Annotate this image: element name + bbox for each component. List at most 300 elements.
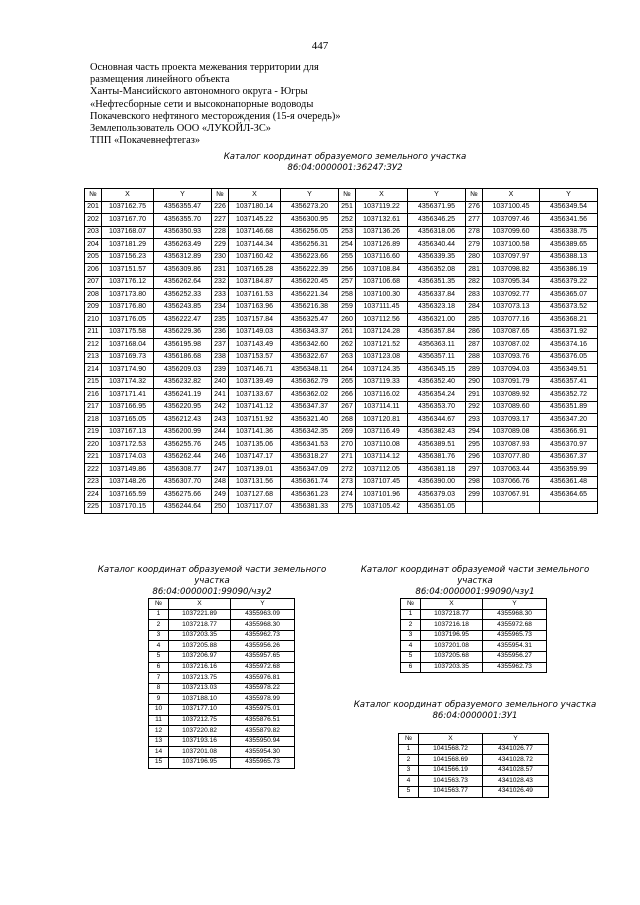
table-cell: 4356353.70 <box>408 401 466 414</box>
table-cell: 4356371.92 <box>540 326 598 339</box>
table-cell: 240 <box>212 376 229 389</box>
table-cell: 246 <box>212 451 229 464</box>
part1-catalog-subtitle: 86:04:0000001:99090/чзу1 <box>415 587 535 597</box>
table-cell: 1037218.77 <box>169 620 231 631</box>
table-cell: 1037112.56 <box>356 314 408 327</box>
table-cell: 204 <box>85 239 102 252</box>
table-cell: 266 <box>339 389 356 402</box>
table-cell: 1037196.95 <box>169 757 231 768</box>
table-cell: 1037193.16 <box>169 736 231 747</box>
table-cell: 4356209.03 <box>154 364 212 377</box>
table-cell: 1037141.36 <box>229 426 281 439</box>
table-cell: 1037077.80 <box>483 451 540 464</box>
table-cell: 1037168.04 <box>102 339 154 352</box>
table-cell: 4356361.23 <box>281 489 339 502</box>
part1-catalog-title: Каталог координат образуемой части земельного участка <box>360 565 590 586</box>
table-cell: 234 <box>212 301 229 314</box>
table-cell: 4356374.16 <box>540 339 598 352</box>
table-cell: 1037156.23 <box>102 251 154 264</box>
table-row <box>85 501 598 514</box>
table-cell: 4356390.00 <box>408 476 466 489</box>
table-cell: 287 <box>466 339 483 352</box>
table-cell: 4356338.75 <box>540 226 598 239</box>
header-cell: № <box>399 734 419 745</box>
table-cell <box>540 501 598 514</box>
table-cell: 4356321.40 <box>281 414 339 427</box>
table-cell: 253 <box>339 226 356 239</box>
table-cell: 260 <box>339 314 356 327</box>
table-cell: 4356357.11 <box>408 351 466 364</box>
table-cell: 1037066.76 <box>483 476 540 489</box>
table-cell: 237 <box>212 339 229 352</box>
zu1-coordinate-table <box>398 733 549 798</box>
table-cell: 1037097.97 <box>483 251 540 264</box>
table-cell: 1037116.60 <box>356 251 408 264</box>
table-cell: 4356349.54 <box>540 201 598 214</box>
table-cell: 281 <box>466 264 483 277</box>
table-cell: 4356200.99 <box>154 426 212 439</box>
table-cell: 1037172.53 <box>102 439 154 452</box>
table-cell: 4356347.20 <box>540 414 598 427</box>
table-cell: 4356186.68 <box>154 351 212 364</box>
table-row <box>85 389 598 402</box>
table-row <box>149 609 295 620</box>
table-cell: 1037205.68 <box>421 651 483 662</box>
table-cell: 8 <box>149 683 169 694</box>
table-cell: 15 <box>149 757 169 768</box>
table-cell: 226 <box>212 201 229 214</box>
table-cell: 4355957.65 <box>231 651 295 662</box>
table-cell: 269 <box>339 426 356 439</box>
table-cell: 209 <box>85 301 102 314</box>
table-cell: 4356364.65 <box>540 489 598 502</box>
table-cell: 4356322.67 <box>281 351 339 364</box>
table-cell: 4356220.45 <box>281 276 339 289</box>
header-cell: X <box>483 189 540 202</box>
table-cell: 4356229.36 <box>154 326 212 339</box>
table-row <box>401 609 547 620</box>
table-row <box>85 401 598 414</box>
table-cell: 4356373.52 <box>540 301 598 314</box>
table-row <box>399 744 549 755</box>
header-cell: Y <box>540 189 598 202</box>
table-cell: 4356220.95 <box>154 401 212 414</box>
table-cell: 1037206.97 <box>169 651 231 662</box>
table-cell: 4356255.76 <box>154 439 212 452</box>
header-line: ТПП «Покачевнефтегаз» <box>90 135 201 147</box>
table-cell: 4356221.34 <box>281 289 339 302</box>
table-row <box>85 489 598 502</box>
table-cell: 264 <box>339 364 356 377</box>
table-cell: 1037127.68 <box>229 489 281 502</box>
table-cell: 265 <box>339 376 356 389</box>
table-cell: 257 <box>339 276 356 289</box>
table-cell: 4 <box>401 641 421 652</box>
table-cell: 4355972.68 <box>231 662 295 673</box>
table-row <box>85 239 598 252</box>
table-cell: 1037218.77 <box>421 609 483 620</box>
table-cell: 243 <box>212 414 229 427</box>
table-cell: 291 <box>466 389 483 402</box>
table-cell: 4356300.95 <box>281 214 339 227</box>
table-cell: 1037157.84 <box>229 314 281 327</box>
table-row <box>85 426 598 439</box>
table-cell: 231 <box>212 264 229 277</box>
table-cell: 1037120.81 <box>356 414 408 427</box>
table-cell: 4356339.35 <box>408 251 466 264</box>
table-cell: 1037124.35 <box>356 364 408 377</box>
page-number: 447 <box>311 40 329 52</box>
table-cell: 1041563.77 <box>419 786 483 797</box>
table-row <box>149 651 295 662</box>
table-cell: 245 <box>212 439 229 452</box>
table-cell: 4355950.94 <box>231 736 295 747</box>
table-cell: 3 <box>401 630 421 641</box>
table-row <box>401 651 547 662</box>
table-cell: 1037166.95 <box>102 401 154 414</box>
table-cell: 4356349.51 <box>540 364 598 377</box>
header-cell: X <box>419 734 483 745</box>
table-cell: 230 <box>212 251 229 264</box>
table-cell: 1037149.86 <box>102 464 154 477</box>
table-row <box>401 630 547 641</box>
table-cell: 247 <box>212 464 229 477</box>
table-cell: 1037216.16 <box>169 662 231 673</box>
table-cell: 4356386.19 <box>540 264 598 277</box>
table-cell: 4355954.30 <box>231 747 295 758</box>
table-cell: 228 <box>212 226 229 239</box>
table-row <box>149 673 295 684</box>
table-cell: 278 <box>466 226 483 239</box>
table-cell: 4356318.27 <box>281 451 339 464</box>
table-cell: 1037165.05 <box>102 414 154 427</box>
table-cell: 4356352.72 <box>540 389 598 402</box>
table-cell: 4341028.43 <box>483 776 549 787</box>
table-cell: 289 <box>466 364 483 377</box>
table-cell: 4356343.37 <box>281 326 339 339</box>
table-cell: 4355879.82 <box>231 726 295 737</box>
table-cell: 201 <box>85 201 102 214</box>
table-cell: 284 <box>466 301 483 314</box>
table-cell: 1037176.80 <box>102 301 154 314</box>
part1-coordinate-table <box>400 598 547 673</box>
table-cell: 1037121.52 <box>356 339 408 352</box>
header-cell: X <box>421 599 483 610</box>
table-cell: 1037205.88 <box>169 641 231 652</box>
table-row <box>149 726 295 737</box>
table-cell: 274 <box>339 489 356 502</box>
table-cell: 4356318.06 <box>408 226 466 239</box>
table-row <box>149 736 295 747</box>
table-row <box>149 620 295 631</box>
table-cell: 1037107.45 <box>356 476 408 489</box>
table-cell: 1037094.03 <box>483 364 540 377</box>
table-cell: 1037124.28 <box>356 326 408 339</box>
table-cell: 1037077.16 <box>483 314 540 327</box>
table-row <box>85 476 598 489</box>
table-row <box>85 439 598 452</box>
zu1-catalog-subtitle: 86:04:0000001:ЗУ1 <box>432 711 518 721</box>
table-cell: 252 <box>339 214 356 227</box>
table-cell: 6 <box>401 662 421 673</box>
table-cell: 1037119.22 <box>356 201 408 214</box>
table-cell: 1037149.03 <box>229 326 281 339</box>
table-cell: 4 <box>149 641 169 652</box>
table-cell: 249 <box>212 489 229 502</box>
table-cell: 4355972.68 <box>483 620 547 631</box>
table-row <box>85 364 598 377</box>
table-cell: 4356222.47 <box>154 314 212 327</box>
table-cell: 1037174.32 <box>102 376 154 389</box>
main-catalog-subtitle: 86:04:0000001:36247:ЗУ2 <box>287 163 403 173</box>
table-cell: 212 <box>85 339 102 352</box>
table-cell: 4355962.73 <box>483 662 547 673</box>
table-cell: 1037180.14 <box>229 201 281 214</box>
table-cell: 1037100.45 <box>483 201 540 214</box>
table-cell: 224 <box>85 489 102 502</box>
table-cell: 1037174.90 <box>102 364 154 377</box>
table-cell: 1037146.68 <box>229 226 281 239</box>
table-cell: 13 <box>149 736 169 747</box>
table-cell: 1037203.35 <box>421 662 483 673</box>
main-catalog-title: Каталог координат образуемого земельного участка <box>223 152 467 162</box>
table-cell: 272 <box>339 464 356 477</box>
table-cell: 255 <box>339 251 356 264</box>
table-cell: 282 <box>466 276 483 289</box>
table-cell: 4356344.67 <box>408 414 466 427</box>
table-cell: 1037101.96 <box>356 489 408 502</box>
table-cell: 4355976.81 <box>231 673 295 684</box>
table-cell: 4356263.49 <box>154 239 212 252</box>
table-cell: 4356366.91 <box>540 426 598 439</box>
part2-coordinate-table <box>148 598 295 769</box>
table-row <box>149 683 295 694</box>
table-cell: 4356367.37 <box>540 451 598 464</box>
table-cell: 4356350.93 <box>154 226 212 239</box>
table-row <box>85 339 598 352</box>
table-cell: 1037132.61 <box>356 214 408 227</box>
table-cell: 1037167.13 <box>102 426 154 439</box>
table-row <box>85 201 598 214</box>
table-cell: 293 <box>466 414 483 427</box>
table-row <box>149 630 295 641</box>
header-cell: № <box>339 189 356 202</box>
table-cell: 205 <box>85 251 102 264</box>
header-cell: Y <box>483 734 549 745</box>
table-cell: 4356379.22 <box>540 276 598 289</box>
table-cell: 4356363.11 <box>408 339 466 352</box>
table-cell: 1037144.34 <box>229 239 281 252</box>
table-cell: 1037136.26 <box>356 226 408 239</box>
table-cell: 1037175.58 <box>102 326 154 339</box>
table-cell: 292 <box>466 401 483 414</box>
table-cell: 4356340.44 <box>408 239 466 252</box>
table-cell: 4356321.00 <box>408 314 466 327</box>
table-cell: 1037097.46 <box>483 214 540 227</box>
table-cell: 4356345.15 <box>408 364 466 377</box>
table-cell: 4356273.20 <box>281 201 339 214</box>
header-line: Покачевского нефтяного месторождения (15-я очередь)» <box>90 110 341 122</box>
table-cell: 273 <box>339 476 356 489</box>
table-cell: 1037114.11 <box>356 401 408 414</box>
table-cell: 4356381.33 <box>281 501 339 514</box>
table-cell: 4355978.99 <box>231 694 295 705</box>
table-cell: 283 <box>466 289 483 302</box>
table-cell: 1037171.41 <box>102 389 154 402</box>
table-row <box>149 694 295 705</box>
table-cell: 2 <box>149 620 169 631</box>
table-cell: 4356252.33 <box>154 289 212 302</box>
table-cell: 4356337.84 <box>408 289 466 302</box>
table-cell: 211 <box>85 326 102 339</box>
table-cell: 1037169.73 <box>102 351 154 364</box>
table-cell: 4356308.77 <box>154 464 212 477</box>
header-cell: Y <box>408 189 466 202</box>
table-cell: 4355975.01 <box>231 704 295 715</box>
table-cell: 4355978.22 <box>231 683 295 694</box>
table-cell: 233 <box>212 289 229 302</box>
table-cell: 1037212.75 <box>169 715 231 726</box>
table-row <box>149 715 295 726</box>
table-cell: 262 <box>339 339 356 352</box>
header-cell: X <box>229 189 281 202</box>
table-cell: 5 <box>401 651 421 662</box>
header-cell: X <box>169 599 231 610</box>
table-row <box>149 641 295 652</box>
table-cell: 4356222.39 <box>281 264 339 277</box>
table-cell: 244 <box>212 426 229 439</box>
table-cell: 223 <box>85 476 102 489</box>
table-cell: 254 <box>339 239 356 252</box>
table-cell: 4356352.40 <box>408 376 466 389</box>
table-cell: 4355965.73 <box>231 757 295 768</box>
table-cell: 4356355.47 <box>154 201 212 214</box>
table-cell: 1037162.75 <box>102 201 154 214</box>
table-cell: 277 <box>466 214 483 227</box>
table-cell: 4356357.41 <box>540 376 598 389</box>
table-cell: 2 <box>399 755 419 766</box>
table-cell: 1 <box>399 744 419 755</box>
table-cell: 259 <box>339 301 356 314</box>
table-cell: 4356365.07 <box>540 289 598 302</box>
table-header-row <box>401 599 547 610</box>
table-cell: 1037067.91 <box>483 489 540 502</box>
table-cell: 1037141.12 <box>229 401 281 414</box>
table-cell: 4356371.95 <box>408 201 466 214</box>
table-row <box>85 289 598 302</box>
table-cell: 4355965.73 <box>483 630 547 641</box>
table-row <box>85 314 598 327</box>
table-cell: 1037146.71 <box>229 364 281 377</box>
table-cell: 4356382.43 <box>408 426 466 439</box>
table-row <box>149 662 295 673</box>
table-cell: 1037131.56 <box>229 476 281 489</box>
table-row <box>149 747 295 758</box>
table-cell: 1037201.08 <box>169 747 231 758</box>
table-cell: 4356388.13 <box>540 251 598 264</box>
table-cell: 4356351.05 <box>408 501 466 514</box>
table-cell: 4355956.27 <box>483 651 547 662</box>
table-cell: 229 <box>212 239 229 252</box>
table-cell: 256 <box>339 264 356 277</box>
table-cell: 4356342.60 <box>281 339 339 352</box>
table-cell: 4355968.30 <box>231 620 295 631</box>
table-cell: 258 <box>339 289 356 302</box>
header-line: Землепользователь ООО «ЛУКОЙЛ-ЗС» <box>90 123 271 135</box>
table-header-row <box>85 189 598 202</box>
table-cell: 1041566.19 <box>419 765 483 776</box>
table-cell: 4356351.89 <box>540 401 598 414</box>
table-cell: 295 <box>466 439 483 452</box>
table-cell: 203 <box>85 226 102 239</box>
table-cell: 1037139.49 <box>229 376 281 389</box>
header-line: размещения линейного объекта <box>90 74 230 86</box>
table-cell: 4356362.79 <box>281 376 339 389</box>
table-cell: 1037177.10 <box>169 704 231 715</box>
table-cell: 297 <box>466 464 483 477</box>
table-cell: 1 <box>149 609 169 620</box>
table-cell: 288 <box>466 351 483 364</box>
table-cell: 5 <box>399 786 419 797</box>
table-cell: 1037203.35 <box>169 630 231 641</box>
table-cell: 4355963.09 <box>231 609 295 620</box>
table-cell: 290 <box>466 376 483 389</box>
table-cell: 294 <box>466 426 483 439</box>
table-cell: 1037151.57 <box>102 264 154 277</box>
table-cell: 1037091.79 <box>483 376 540 389</box>
table-cell: 219 <box>85 426 102 439</box>
table-cell: 4356195.98 <box>154 339 212 352</box>
table-row <box>85 251 598 264</box>
table-cell: 10 <box>149 704 169 715</box>
table-cell: 4356379.03 <box>408 489 466 502</box>
table-cell: 1037220.82 <box>169 726 231 737</box>
part2-catalog-heading <box>82 565 342 598</box>
table-cell: 4356307.70 <box>154 476 212 489</box>
table-cell: 4356256.05 <box>281 226 339 239</box>
table-cell: 298 <box>466 476 483 489</box>
table-cell: 1037098.82 <box>483 264 540 277</box>
table-row <box>85 226 598 239</box>
table-cell: 296 <box>466 451 483 464</box>
table-cell: 1037105.42 <box>356 501 408 514</box>
table-cell: 4356323.18 <box>408 301 466 314</box>
table-cell: 3 <box>399 765 419 776</box>
table-cell: 1037163.96 <box>229 301 281 314</box>
table-cell: 1037089.08 <box>483 426 540 439</box>
table-row <box>149 704 295 715</box>
table-cell: 4356370.97 <box>540 439 598 452</box>
main-catalog-heading <box>180 152 510 174</box>
table-row <box>85 464 598 477</box>
table-cell: 1037093.76 <box>483 351 540 364</box>
table-cell: 286 <box>466 326 483 339</box>
table-cell: 210 <box>85 314 102 327</box>
table-cell: 250 <box>212 501 229 514</box>
table-row <box>85 376 598 389</box>
table-cell: 1 <box>401 609 421 620</box>
table-cell: 1037073.13 <box>483 301 540 314</box>
header-cell: X <box>356 189 408 202</box>
table-cell: 1037063.44 <box>483 464 540 477</box>
main-coordinate-table <box>84 188 598 514</box>
table-cell: 4356341.56 <box>540 214 598 227</box>
table-cell: 1037116.49 <box>356 426 408 439</box>
table-cell: 5 <box>149 651 169 662</box>
table-cell: 4356381.76 <box>408 451 466 464</box>
table-cell: 221 <box>85 451 102 464</box>
table-cell: 1037216.18 <box>421 620 483 631</box>
